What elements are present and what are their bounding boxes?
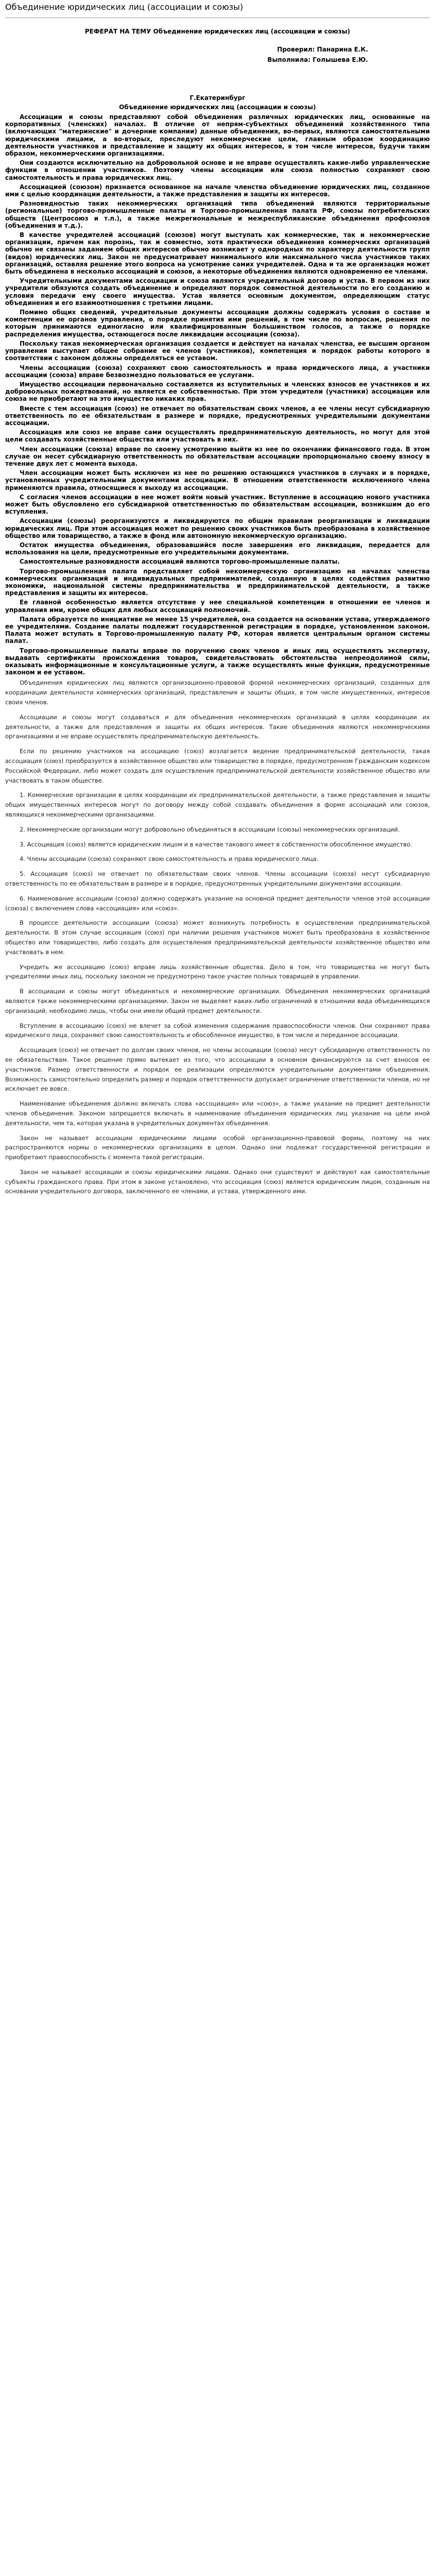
- body-paragraph: В процессе деятельности ассоциации (союза) может возникнуть потребность в осуществлении предпринимательской деятельности. В этом случае ассоциация (союз) при наличии решения участников может быть преобразована в хозяйственное общество или товарищество, либо создать для осуществления предпринимательской деятельности хозяйственное общество или участвовать в нем.: [5, 919, 430, 956]
- dense-paragraph: Самостоятельные разновидности ассоциаций являются торгово-промышленные палаты.: [20, 558, 340, 566]
- body-paragraph: Закон не называет ассоциации юридическими лицами особой организационно-правовой формы, поэтому на них распространяются нормы о некоммерческих организациях в целом. Однако они подлежат государственной регистрации и приобретают правоспособность с момента такой регистрации.: [5, 1134, 430, 1161]
- checked-by: Проверил: Панарина Е.К.: [277, 46, 368, 53]
- body-paragraph: 6. Наименование ассоциации (союза) должно содержать указание на основной предмет деятельности членов этой ассоциации (союза) с включением слова «ассоциация» или «союз».: [5, 894, 430, 912]
- body-paragraph: Если по решению участников на ассоциацию (союз) возлагается ведение предпринимательской деятельности, такая ассоциация (союз) преобразуется в хозяйственное общество или товарищество в порядке, предусмотренном Гражданским кодексом Российской Федерации, либо может создать для осуществления предпринимательской деятельности хозяйственное общество или участвовать в таком обществе.: [5, 748, 430, 784]
- dense-paragraph: Помимо общих сведений, учредительные документы ассоциации должны содержать условия о составе и компетенции ее органов управления, о порядке принятия ими решений, в том числе по вопросам, решения по которым принимаются единогласно или квалифицированным большинством голосов, а также о порядке распределения имущества, остающегося после ликвидации ассоциации (союза).: [5, 309, 430, 338]
- section-title: Объединение юридических лиц (ассоциации и союзы): [119, 104, 316, 111]
- page-title: Объединение юридических лиц (ассоциации и союзы): [5, 2, 243, 12]
- report-title: РЕФЕРАТ НА ТЕМУ Объединение юридических лиц (ассоциации и союзы): [84, 28, 351, 35]
- body-paragraph: 5. Ассоциация (союз) не отвечает по обязательствам своих членов. Члены ассоциации (союза) несут субсидиарную ответственность по ее обязательствам в размере и в порядке, предусмотренных учредительными документами ассоциации.: [5, 870, 430, 887]
- dense-paragraph: С согласия членов ассоциации в нее может войти новый участник. Вступление в ассоциацию нового участника может быть обусловлено его субсидиарной ответственностью по обязательствам ассоциации, возникшим до его вступления.: [5, 493, 430, 516]
- dense-paragraph: Член ассоциации (союза) вправе по своему усмотрению выйти из нее по окончании финансового года. В этом случае он несет субсидиарную ответственность по обязательствам ассоциации пропорционально своему взносу в течение двух лет с момента выхода.: [5, 445, 430, 467]
- dense-paragraph: Поскольку такая некоммерческая организация создается и действует на началах членства, ее высшим органом управления выступает общее собрание ее членов (участников), компетенция и порядок работы которого в соответствии с законом должны определяться ее уставом.: [5, 340, 430, 362]
- body-paragraph: 4. Члены ассоциации (союза) сохраняют свою самостоятельность и права юридического лица.: [20, 855, 319, 863]
- dense-body: [5, 113, 430, 676]
- body-paragraph: Объединения юридических лиц являются организационно-правовой формой некоммерческих организаций, созданных для координации деятельности коммерческих организаций, представления и защиты общих, в том числе имущественных, интересов своих членов.: [5, 679, 430, 706]
- body-paragraph: 3. Ассоциация (союз) является юридическим лицом и в качестве такового имеет в собственности обособленное имущество.: [20, 840, 412, 848]
- dense-paragraph: Торгово-промышленная палата представляет собой некоммерческую организацию на началах членства коммерческих организаций и индивидуальных предпринимателей, созданную в целях содействия развитию экономики, национальной системы предпринимательства и предпринимательской деятельности, а также представления и защиты их интересов.: [5, 567, 430, 597]
- document-page: [0, 0, 436, 1208]
- dense-paragraph: Члены ассоциации (союза) сохраняют свою самостоятельность и права юридического лица, а участники ассоциации (союза) вправе безвозмездно пользоваться ее услугами.: [5, 364, 430, 379]
- dense-paragraph: Они создаются исключительно на добровольной основе и не вправе осуществлять какие-либо управленческие функции в отношении участников. Поэтому члены ассоциации или союза полностью сохраняют свою самостоятельность и права юридических лиц.: [5, 159, 430, 181]
- dense-paragraph: Торгово-промышленные палаты вправе по поручению своих членов и иных лиц осуществлять экспертизу, выдавать сертификаты происхождения товаров, свидетельствовать обстоятельства непреодолимой силы, оказывать информационные и консультационные услуги, а также осуществлять иные функции, предусмотренные законом и ее уставом.: [5, 647, 430, 676]
- dense-paragraph: Ассоциацией (союзом) признается основанное на начале членства объединение юридических лиц, созданное ими с целью координации деятельности, а также представления и защиты их интересов.: [5, 183, 430, 198]
- dense-paragraph: Ассоциации и союзы представляют собой объединения различных юридических лиц, основанные на корпоративных (членских) началах. В отличие от непрям-субъектных объединений хозяйственного типа (включающих "материнские" и дочерние компании) данные объединения, во-первых, являются самостоятельными юридическими лицами, а во-вторых, преследуют некоммерческие цели, главным образом координацию деятельности участников и представление и защиту их общих интересов, в том числе интересов, будучи таким образом, некоммерческими организациями.: [5, 113, 430, 158]
- dense-paragraph: Остаток имущества объединения, образовавшийся после завершения его ликвидации, передается для использования на цели, предусмотренные его учредительными документами.: [5, 541, 430, 556]
- city: Г.Екатеринбург: [189, 94, 246, 101]
- dense-paragraph: Вместе с тем ассоциация (союз) не отвечает по обязательствам своих членов, а ее члены несут субсидиарную ответственность по ее обязательствам в размере и порядке, предусмотренных учредительными документами ассоциации.: [5, 404, 430, 427]
- dense-paragraph: Ассоциация или союз не вправе сами осуществлять предпринимательскую деятельность, но могут для этой цели создавать хозяйственные общества или участвовать в них.: [5, 429, 430, 444]
- dense-paragraph: Ее главной особенностью является отсутствие у нее специальной компетенции в отношении ее членов и управления ими, кроме общих для любых ассоциаций полномочий.: [5, 599, 430, 614]
- light-body: [5, 678, 430, 1196]
- body-paragraph: В ассоциации и союзы могут объединяться и некоммерческие организации. Объединения некоммерческих организаций являются также некоммерческими организациями. Закон не выделяет каких-либо ограничений в отношении вида объединяющихся организаций, необходимо лишь, чтобы они имели общий предмет деятельности.: [5, 988, 430, 1014]
- body-paragraph: 2. Некоммерческие организации могут добровольно объединяться в ассоциации (союзы) некоммерческих организаций.: [20, 825, 400, 833]
- dense-paragraph: Палата образуется по инициативе не менее 15 учредителей, она создается на основании устава, утверждаемого ее учредителями. Создание палаты подлежит государственной регистрации в порядке, установленном законом. Палата может вступать в Торгово-промышленную палату РФ, которая является центральным органом системы палат.: [5, 615, 430, 645]
- body-paragraph: Учредить же ассоциацию (союз) вправе лишь хозяйственные общества. Дело в том, что товарищества не могут быть учредителями иных лиц, поскольку законом не предусмотрено такое участие полных товарищей в управлении.: [5, 963, 430, 980]
- dense-paragraph: Разновидностью таких некоммерческих организаций типа объединений являются территориальные (региональные) торгово-промышленные палаты и Торгово-промышленная палата РФ, союзы потребительских обществ (Центросоюз и т.п.), а также межрегиональные и межреспубликанские объединения профсоюзов (объединения и т.д.).: [5, 200, 430, 229]
- body-paragraph: 1. Коммерческие организации в целях координации их предпринимательской деятельности, а также представления и защиты общих имущественных интересов могут по договору между собой создавать объединения в форме ассоциаций или союзов, являющихся некоммерческими организациями.: [5, 791, 430, 818]
- body-paragraph: Наименование объединения должно включать слова «ассоциация» или «союз», а также указание на предмет деятельности членов объединения. Законом запрещается включать в наименование объединения юридических лиц указание на цели иной деятельности, чем та, которая указана в учредительных документах объединения.: [5, 1100, 430, 1127]
- body-paragraph: Закон не называет ассоциации и союзы юридическими лицами. Однако они существуют и действуют как самостоятельные субъекты гражданского права. При этом в законе установлено, что ассоциация (союз) является юридическим лицом, созданным на основании учредительного договора, заключенного ее членами, и устава, утвержденного ими.: [5, 1168, 430, 1195]
- done-by: Выполнила: Голышева Е.Ю.: [267, 56, 368, 63]
- dense-paragraph: В качестве учредителей ассоциаций (союзов) могут выступать как коммерческие, так и некоммерческие организации, причем как порознь, так и совместно, хотя практически объединения коммерческих организаций обычно не связаны заданием общих интересов обычно возникает у однородных по характеру деятельности групп (видов) юридических лиц. Закон не предусматривает минимального или максимального числа участников таких организаций, оставляя решение этого вопроса на усмотрение самих учредителей. Одна и та же организация может быть объединена в несколько ассоциаций и союзов, а некоторые объединения являются одновременно ее членами.: [5, 231, 430, 276]
- body-paragraph: Ассоциация (союз) не отвечает по долгам своих членов, но члены ассоциации (союза) несут субсидиарную ответственность по ее обязательствам. Такое решение прямо вытекает из того, что ассоциации в основном финансируются за счет взносов ее участников. Размер ответственности и порядок ее реализации определяются учредительными документами объединения. Возможность самостоятельно определить размер и порядок ответственности допускает ограничение ответственности членов, но не исключает ее вовсе.: [5, 1046, 430, 1093]
- body-paragraph: Ассоциации и союзы могут создаваться и для объединения некоммерческих организаций в целях координации их деятельности, а также для представления и защиты их общих интересов. Такие объединения являются некоммерческими организациями и не вправе осуществлять предпринимательскую деятельность.: [5, 713, 430, 740]
- dense-paragraph: Ассоциации (союзы) реорганизуются и ликвидируются по общим правилам реорганизации и ликвидации юридических лиц. При этом ассоциация может по решению своих участников быть преобразована в хозяйственное общество или товарищество, а также в фонд или автономную некоммерческую организацию.: [5, 517, 430, 539]
- dense-paragraph: Имущество ассоциации первоначально составляется из вступительных и членских взносов ее участников и их добровольных пожертвований, но является ее собственностью. При этом учредители (участники) ассоциации или союза не приобретают на это имущество никаких прав.: [5, 380, 430, 403]
- body-paragraph: Вступление в ассоциацию (союз) не влечет за собой изменения содержания правоспособности членов. Они сохраняют права юридического лица, сохраняют свою самостоятельность и обособленное имущество, в том числе и переданное ассоциации.: [5, 1022, 430, 1039]
- dense-paragraph: Учредительными документами ассоциации и союза являются учредительный договор и устав. В первом из них учредители обязуются создать объединение и определяют порядок совместной деятельности по его созданию и условия передачи ему своего имущества. Устав является основным документом, определяющим статус объединения и его взаимоотношения с третьими лицами.: [5, 277, 430, 307]
- dense-paragraph: Член ассоциации может быть исключен из нее по решению остающихся участников в случаях и в порядке, установленных учредительными документами ассоциации. В отношении ответственности исключенного члена применяются правила, относящиеся к выходу из ассоциации.: [5, 469, 430, 492]
